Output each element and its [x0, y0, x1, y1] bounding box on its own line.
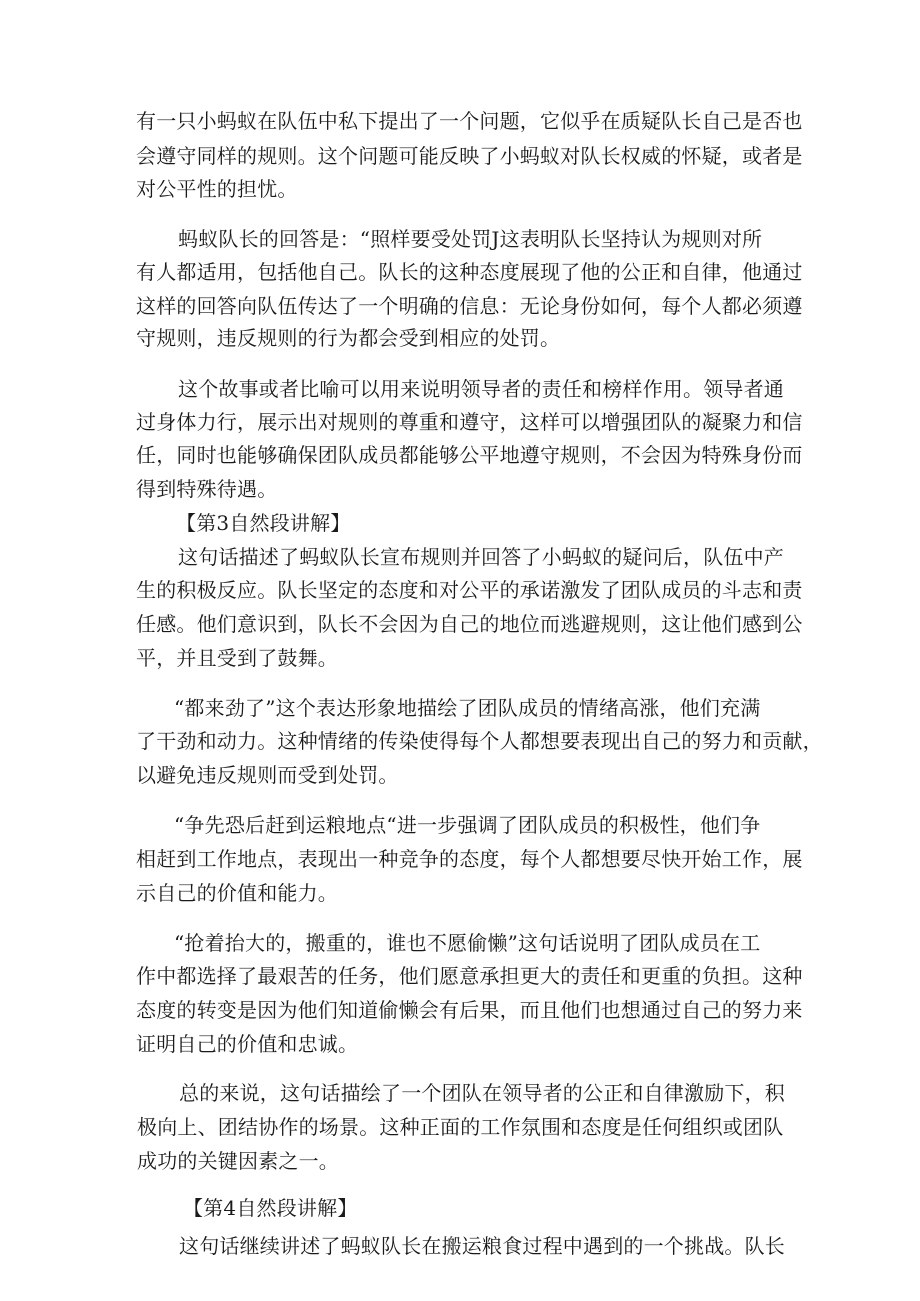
paragraph-8-line-2: 极向上、团结协作的场景。这种正面的工作氛围和态度是任何组织或团队 — [137, 1115, 784, 1139]
paragraph-3-line-4: 得到特殊待遇。 — [136, 477, 278, 501]
section-heading-4: 【第4自然段讲解】 — [183, 1196, 358, 1220]
paragraph-1-line-2: 会遵守同样的规则。这个问题可能反映了小蚂蚁对队长权威的怀疑，或者是 — [136, 144, 803, 168]
paragraph-2-line-3: 这样的回答向队伍传达了一个明确的信息：无论身份如何，每个人都必须遵 — [136, 294, 803, 318]
paragraph-4-line-3: 任感。他们意识到，队长不会因为自己的地位而逃避规则，这让他们感到公 — [136, 612, 803, 636]
paragraph-2-line-1: 蚂蚁队长的回答是：“照样要受处罚J这表明队长坚持认为规则对所 — [178, 227, 763, 251]
paragraph-2-line-4: 守规则，违反规则的行为都会受到相应的处罚。 — [136, 326, 561, 350]
paragraph-1-line-3: 对公平性的担忧。 — [136, 177, 298, 201]
paragraph-7-line-3: 态度的转变是因为他们知道偷懒会有后果，而且他们也想通过自己的努力来 — [136, 998, 803, 1022]
paragraph-3-line-3: 任，同时也能够确保团队成员都能够公平地遵守规则，不会因为特殊身份而 — [136, 443, 803, 467]
paragraph-2-line-2: 有人都适用，包括他自己。队长的这种态度展现了他的公正和自律，他通过 — [136, 260, 803, 284]
paragraph-7-line-4: 证明自己的价值和忠诚。 — [136, 1032, 359, 1056]
paragraph-4-line-1: 这句话描述了蚂蚁队长宣布规则并回答了小蚂蚁的疑问后，队伍中产 — [178, 545, 784, 569]
paragraph-5-line-2: 了干劲和动力。这种情绪的传染使得每个人都想要表现出自己的努力和贡献， — [136, 729, 823, 753]
paragraph-4-line-2: 生的积极反应。队长坚定的态度和对公平的承诺激发了团队成员的斗志和责 — [136, 578, 803, 602]
paragraph-7-line-2: 作中都选择了最艰苦的任务，他们愿意承担更大的责任和更重的负担。这种 — [136, 964, 803, 988]
paragraph-6-line-1: “争先恐后赶到运粮地点“进一步强调了团队成员的积极性，他们争 — [174, 813, 761, 837]
paragraph-3-line-1: 这个故事或者比喻可以用来说明领导者的责任和榜样作用。领导者通 — [178, 377, 784, 401]
paragraph-6-line-2: 相赶到工作地点，表现出一种竞争的态度，每个人都想要尽快开始工作，展 — [136, 847, 803, 871]
section-heading-3: 【第3自然段讲解】 — [176, 511, 351, 535]
paragraph-7-line-1: “抢着抬大的，搬重的，谁也不愿偷懒”这句话说明了团队成员在工 — [174, 931, 761, 955]
paragraph-9-line-1: 这句话继续讲述了蚂蚁队长在搬运粮食过程中遇到的一个挑战。队长 — [179, 1234, 785, 1258]
paragraph-1-line-1: 有一只小蚂蚁在队伍中私下提出了一个问题，它似乎在质疑队长自己是否也 — [136, 109, 803, 133]
paragraph-8-line-3: 成功的关键因素之一。 — [137, 1149, 339, 1173]
paragraph-4-line-4: 平，并且受到了鼓舞。 — [136, 646, 338, 670]
paragraph-3-line-2: 过身体力行，展示出对规则的尊重和遵守，这样可以增强团队的凝聚力和信 — [136, 410, 803, 434]
paragraph-5-line-1: “都来劲了”这个表达形象地描绘了团队成员的情绪高涨，他们充满 — [174, 696, 761, 720]
paragraph-6-line-3: 示自己的价值和能力。 — [136, 881, 338, 905]
paragraph-5-line-3: 以避免违反规则而受到处罚。 — [136, 763, 399, 787]
paragraph-8-line-1: 总的来说，这句话描绘了一个团队在领导者的公正和自律激励下，积 — [179, 1081, 785, 1105]
